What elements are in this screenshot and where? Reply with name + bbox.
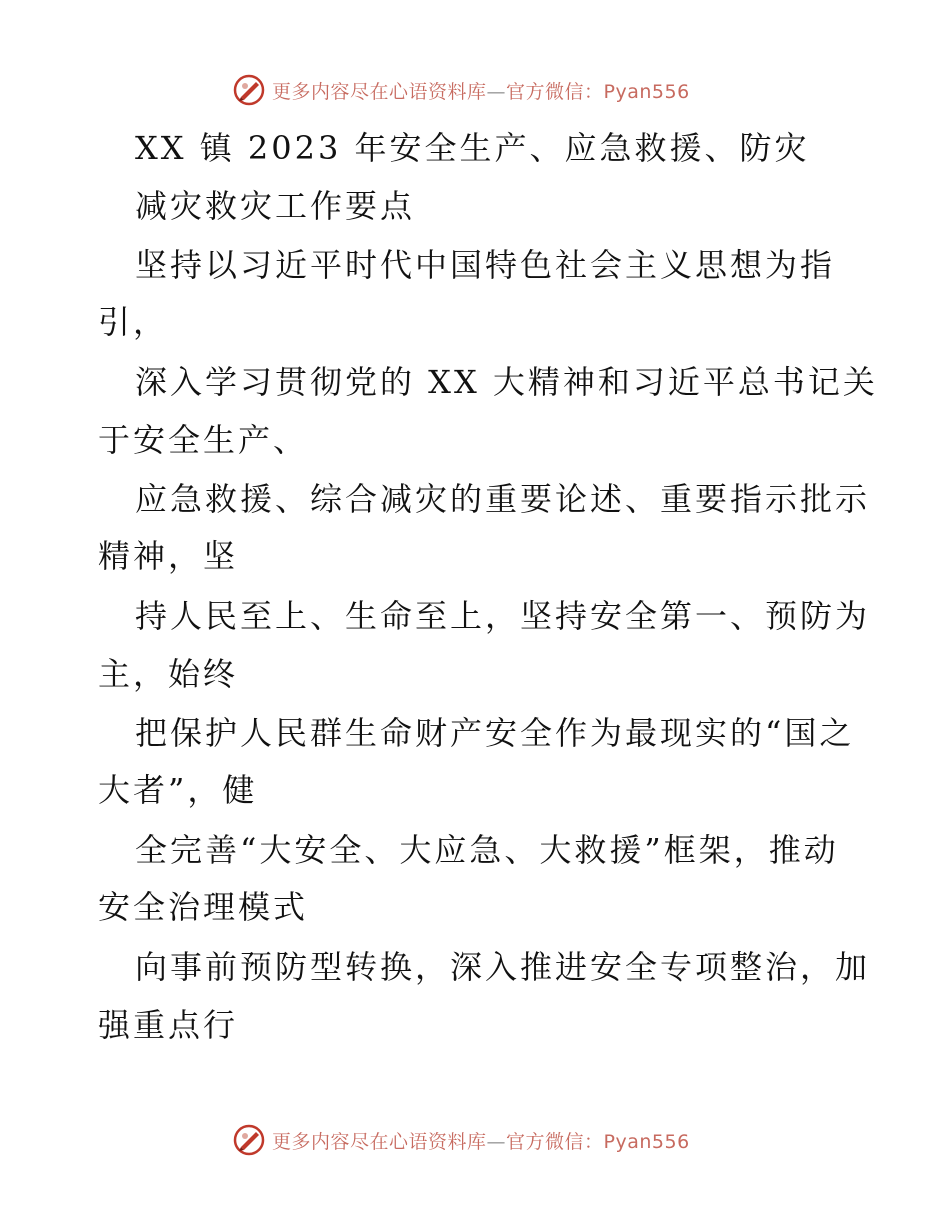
doc-title-line-1: XX 镇 2023 年安全生产、应急救援、防灾 (135, 129, 810, 167)
logo-icon (232, 1123, 266, 1157)
watermark-text: 更多内容尽在心语资料库—官方微信：Pyan556 (272, 1130, 690, 1153)
doc-line: 把保护人民群生命财产安全作为最现实的“国之 (135, 714, 855, 752)
doc-line: 引， (98, 303, 169, 341)
footer-watermark (232, 1122, 690, 1158)
doc-line: 安全治理模式 (98, 888, 309, 926)
doc-line: 强重点行 (98, 1006, 239, 1044)
doc-line: 深入学习贯彻党的 XX 大精神和习近平总书记关 (135, 363, 878, 401)
doc-line: 全完善“大安全、大应急、大救援”框架，推动 (135, 831, 839, 869)
doc-line: 应急救援、综合减灾的重要论述、重要指示批示 (135, 480, 871, 518)
header-watermark (232, 72, 690, 108)
doc-line: 坚持以习近平时代中国特色社会主义思想为指 (135, 246, 836, 284)
doc-line: 精神，坚 (98, 537, 239, 575)
doc-line: 持人民至上、生命至上，坚持安全第一、预防为 (135, 597, 871, 635)
doc-title-line-2: 减灾救灾工作要点 (135, 187, 416, 225)
doc-line: 于安全生产、 (98, 421, 309, 459)
watermark-text: 更多内容尽在心语资料库—官方微信：Pyan556 (272, 80, 690, 103)
logo-icon (232, 73, 266, 107)
doc-line: 向事前预防型转换，深入推进安全专项整治，加 (135, 948, 871, 986)
doc-line: 主，始终 (98, 655, 239, 693)
doc-line: 大者”，健 (98, 771, 258, 809)
